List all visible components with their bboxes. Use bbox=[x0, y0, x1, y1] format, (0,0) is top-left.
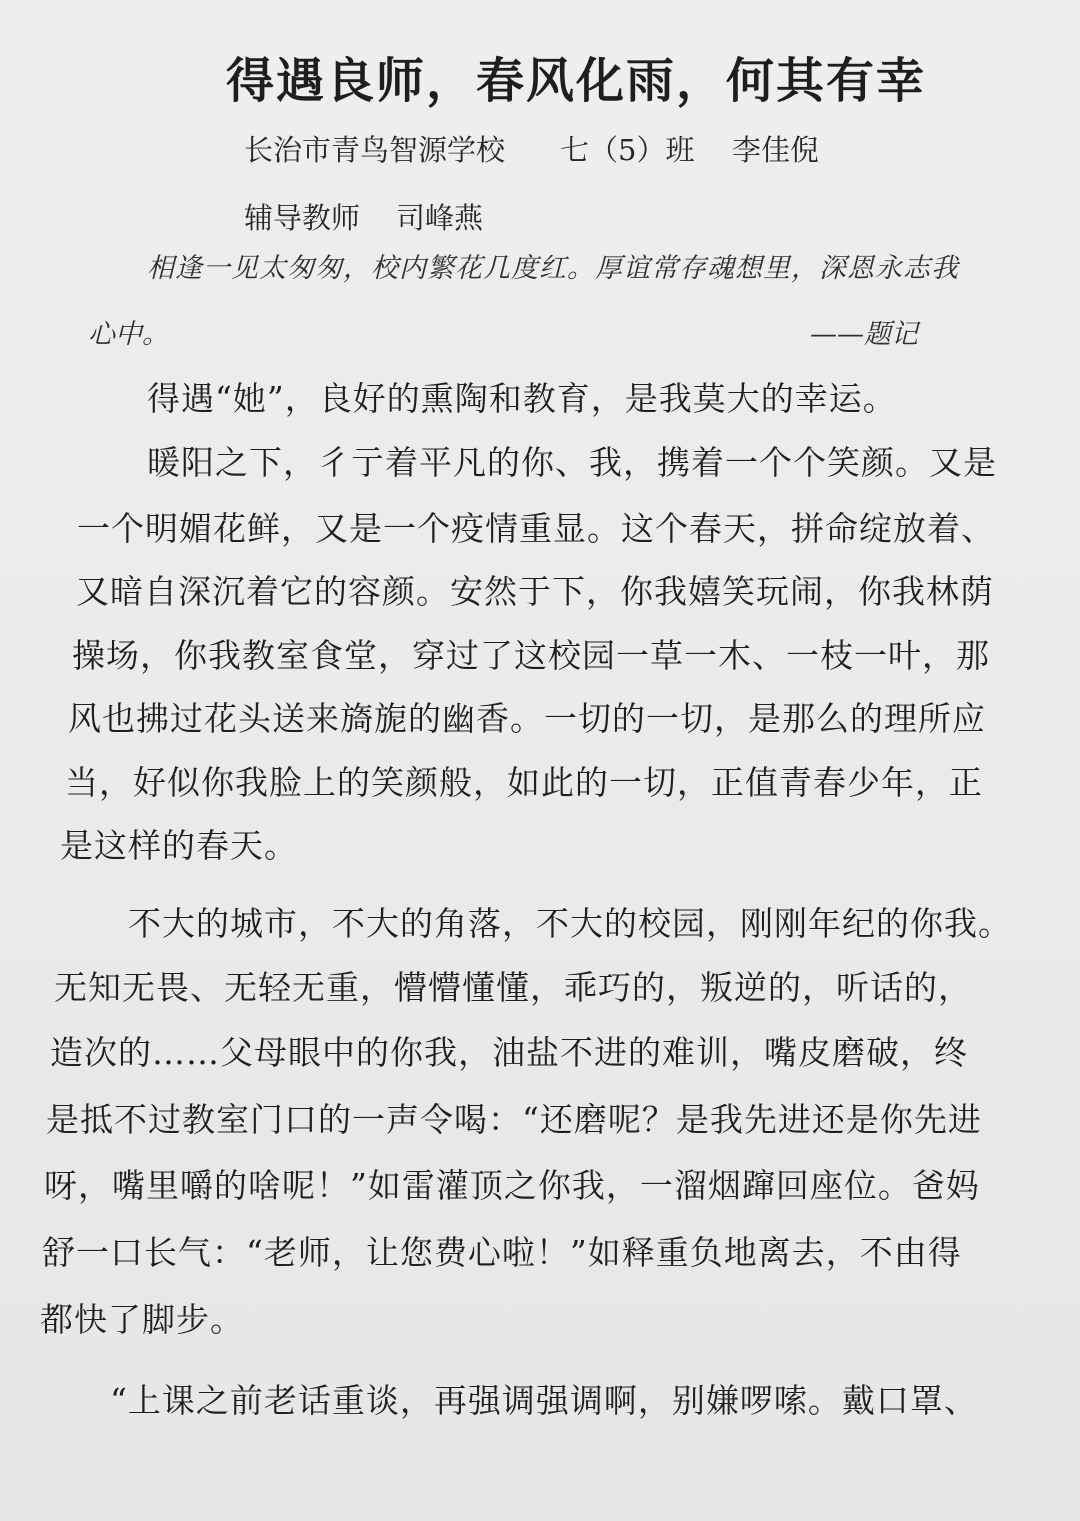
body-line: 操场，你我教室食堂，穿过了这校园一草一木、一枝一叶，那 bbox=[72, 636, 990, 675]
body-line: “上课之前老话重谈，再强调强调啊，别嫌啰嗦。戴口罩、 bbox=[110, 1381, 978, 1420]
body-line: 当，好似你我脸上的笑颜般，如此的一切，正值青春少年，正 bbox=[65, 763, 983, 802]
tutor-label: 辅导教师 bbox=[244, 201, 361, 235]
body-line: 无知无畏、无轻无重，懵懵懂懂，乖巧的，叛逆的，听话的， bbox=[54, 968, 972, 1007]
epigraph-line-1: 相逢一见太匆匆，校内繁花几度红。厚谊常存魂想里，深恩永志我 bbox=[147, 253, 959, 284]
body-line: 暖阳之下，彳亍着平凡的你、我，携着一个个笑颜。又是 bbox=[147, 443, 997, 482]
body-line: 得遇“她”，良好的熏陶和教育，是我莫大的幸运。 bbox=[147, 379, 897, 418]
article-title: 得遇良师，春风化雨，何其有幸 bbox=[226, 53, 927, 109]
epigraph-line-2: 心中。 bbox=[88, 319, 169, 350]
body-line: 风也拂过花头送来旖旎的幽香。一切的一切，是那么的理所应 bbox=[68, 699, 986, 738]
body-line: 都快了脚步。 bbox=[40, 1300, 244, 1339]
body-line: 呀，嘴里嚼的啥呢！”如雷灌顶之你我，一溜烟蹿回座位。爸妈 bbox=[44, 1166, 980, 1205]
body-line: 一个明媚花鲜，又是一个疫情重显。这个春天，拼命绽放着、 bbox=[77, 509, 995, 548]
tutor-name: 司峰燕 bbox=[396, 201, 484, 235]
epigraph-signature: ——题记 bbox=[810, 319, 918, 350]
school-name: 长治市青鸟智源学校 bbox=[244, 133, 506, 167]
body-line: 是这样的春天。 bbox=[60, 826, 298, 865]
body-line: 不大的城市，不大的角落，不大的校园，刚刚年纪的你我。 bbox=[128, 904, 1012, 943]
class-name: 七（5）班 bbox=[560, 133, 695, 167]
body-line: 舒一口长气：“老师，让您费心啦！”如释重负地离去，不由得 bbox=[42, 1233, 962, 1272]
body-line: 是抵不过教室门口的一声令喝：“还磨呢？是我先进还是你先进 bbox=[46, 1100, 982, 1139]
body-line: 又暗自深沉着它的容颜。安然于下，你我嬉笑玩闹，你我林荫 bbox=[76, 572, 994, 611]
student-name: 李佳倪 bbox=[732, 133, 820, 167]
body-line: 造次的……父母眼中的你我，油盐不进的难训，嘴皮磨破，终 bbox=[50, 1033, 968, 1072]
